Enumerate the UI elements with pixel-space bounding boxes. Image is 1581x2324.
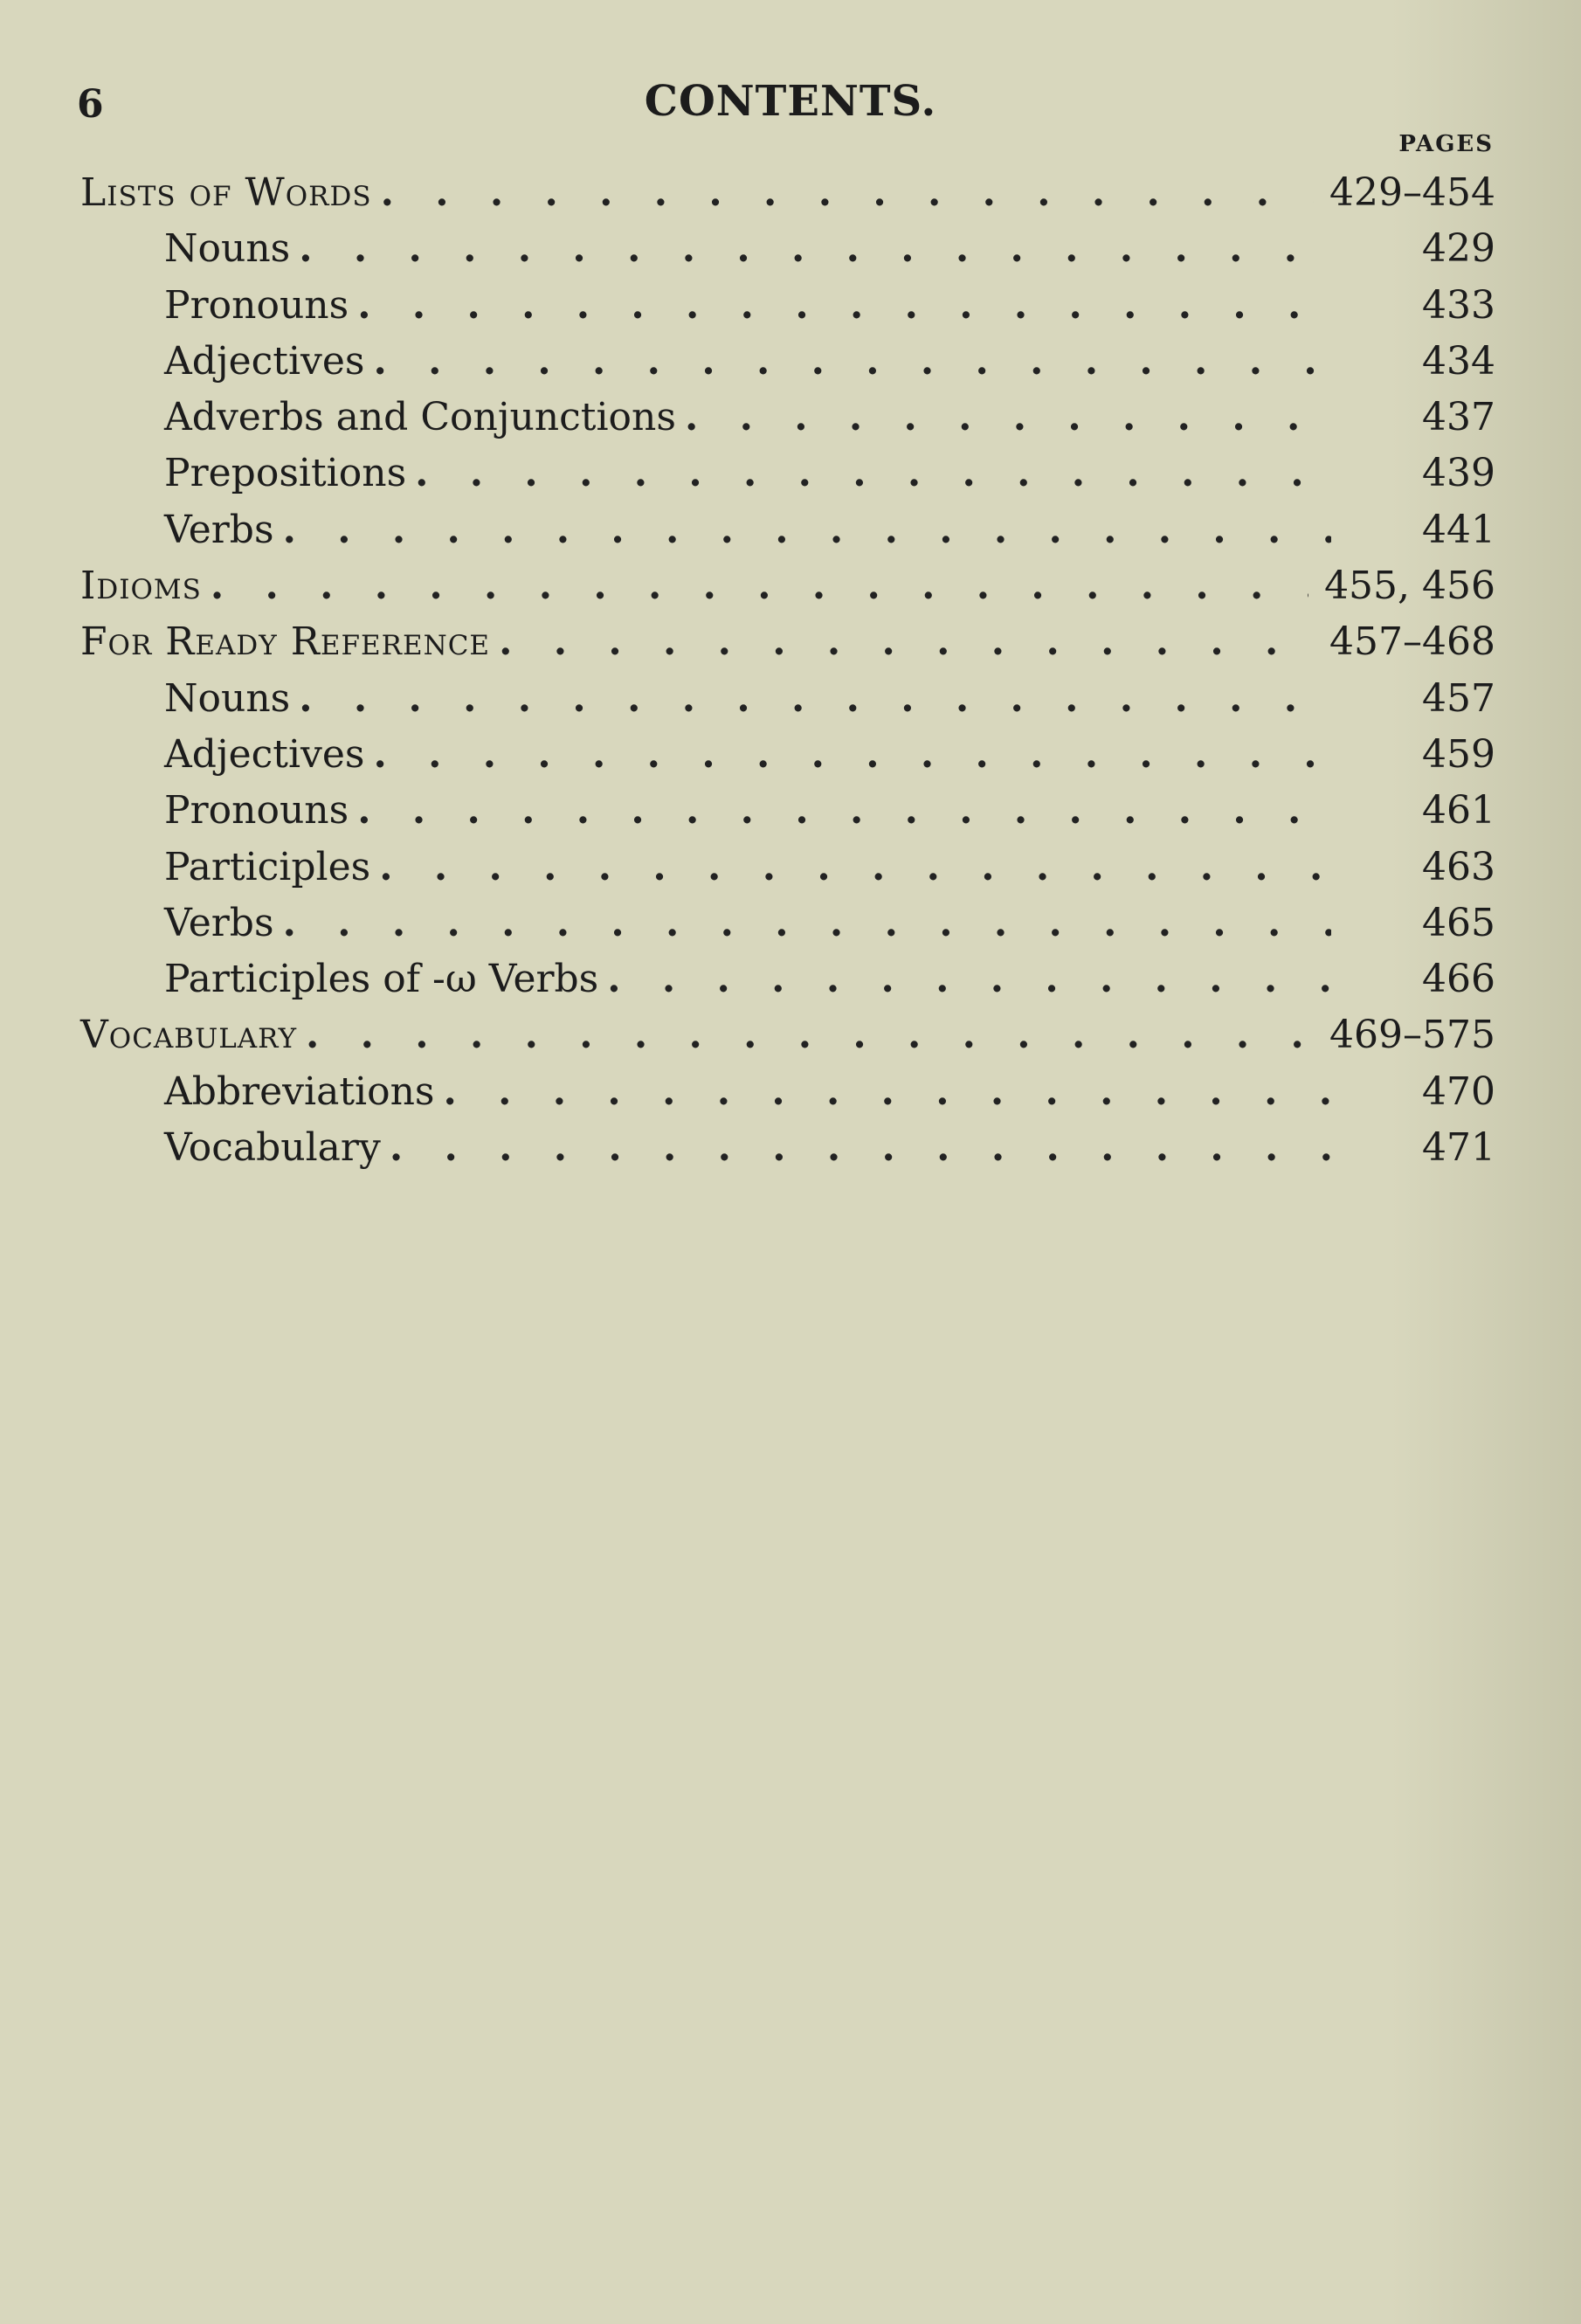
toc-label: Pronouns — [164, 282, 349, 328]
toc-label: Participles of -ω Verbs — [164, 957, 599, 1002]
dot-leader — [379, 845, 1331, 889]
toc-pages: 457 — [1422, 675, 1495, 721]
toc-pages: 433 — [1422, 282, 1495, 328]
toc-section-idioms — [80, 564, 1495, 619]
toc-pages: 455, 456 — [1324, 564, 1495, 609]
toc-pages: 463 — [1422, 844, 1495, 889]
toc-label: Vocabulary — [164, 1125, 381, 1171]
dot-leader — [374, 732, 1332, 777]
toc-label: Nouns — [164, 226, 291, 272]
page-number: 6 — [77, 82, 104, 127]
toc-label: Participles — [164, 844, 371, 889]
toc-label: Verbs — [164, 900, 274, 945]
dot-leader — [381, 170, 1314, 215]
toc-entry-adverbs-and-conjunctions — [80, 395, 1495, 451]
toc-section-vocabulary — [80, 1013, 1495, 1069]
dot-leader — [299, 676, 1331, 721]
toc-pages: 439 — [1422, 451, 1495, 496]
toc-label: Prepositions — [164, 451, 407, 496]
toc-pages: 470 — [1422, 1069, 1495, 1114]
dot-leader — [607, 957, 1331, 1001]
dot-leader — [415, 451, 1331, 495]
toc-entry-pronouns — [80, 788, 1495, 844]
toc-label: Pronouns — [164, 788, 349, 833]
dot-leader — [357, 788, 1331, 833]
toc-pages: 466 — [1422, 957, 1495, 1002]
dot-leader — [499, 619, 1314, 664]
toc-pages: 465 — [1422, 900, 1495, 945]
toc-label: Adjectives — [164, 338, 365, 384]
toc-label: Adverbs and Conjunctions — [164, 395, 676, 440]
dot-leader — [299, 226, 1331, 271]
toc-label: Abbreviations — [164, 1069, 435, 1114]
toc-label: Nouns — [164, 675, 291, 721]
toc-entry-adjectives — [80, 732, 1495, 788]
page-title: CONTENTS. — [644, 77, 937, 126]
toc-pages: 429 — [1422, 226, 1495, 272]
toc-pages: 469–575 — [1329, 1013, 1495, 1058]
dot-leader — [390, 1125, 1331, 1170]
toc-pages: 457–468 — [1329, 619, 1495, 665]
dot-leader — [374, 339, 1332, 384]
toc-label: Idioms — [80, 564, 202, 609]
dot-leader — [357, 283, 1331, 328]
toc-pages: 429–454 — [1329, 170, 1495, 215]
toc-pages: 437 — [1422, 395, 1495, 440]
toc-entry-pronouns — [80, 283, 1495, 339]
toc-entry-nouns — [80, 676, 1495, 732]
toc-label: Adjectives — [164, 731, 365, 777]
toc-entry-nouns — [80, 226, 1495, 282]
toc-entry-vocabulary — [80, 1125, 1495, 1181]
toc-entry-verbs — [80, 508, 1495, 564]
toc-pages: 434 — [1422, 338, 1495, 384]
toc-entry-verbs — [80, 901, 1495, 957]
toc-pages: 461 — [1422, 788, 1495, 833]
dot-leader — [211, 564, 1308, 608]
toc-label: Verbs — [164, 507, 274, 552]
toc-label: Lists of Words — [80, 170, 372, 215]
dot-leader — [444, 1069, 1331, 1114]
toc-pages: 471 — [1422, 1125, 1495, 1171]
toc-entry-participles-of-omega-verbs — [80, 957, 1495, 1013]
dot-leader — [283, 901, 1331, 945]
toc-entry-participles — [80, 845, 1495, 901]
toc-section-for-ready-reference — [80, 619, 1495, 675]
dot-leader — [306, 1013, 1314, 1057]
toc-label: Vocabulary — [80, 1013, 298, 1058]
toc-pages: 459 — [1422, 731, 1495, 777]
toc-pages: 441 — [1422, 507, 1495, 552]
toc-entry-prepositions — [80, 451, 1495, 507]
toc-entry-adjectives — [80, 339, 1495, 395]
pages-column-heading: PAGES — [1398, 131, 1494, 157]
table-of-contents — [80, 170, 1495, 1181]
toc-entry-abbreviations — [80, 1069, 1495, 1125]
toc-section-lists-of-words — [80, 170, 1495, 226]
dot-leader — [283, 508, 1331, 552]
toc-label: For Ready Reference — [80, 619, 491, 665]
dot-leader — [685, 395, 1331, 439]
